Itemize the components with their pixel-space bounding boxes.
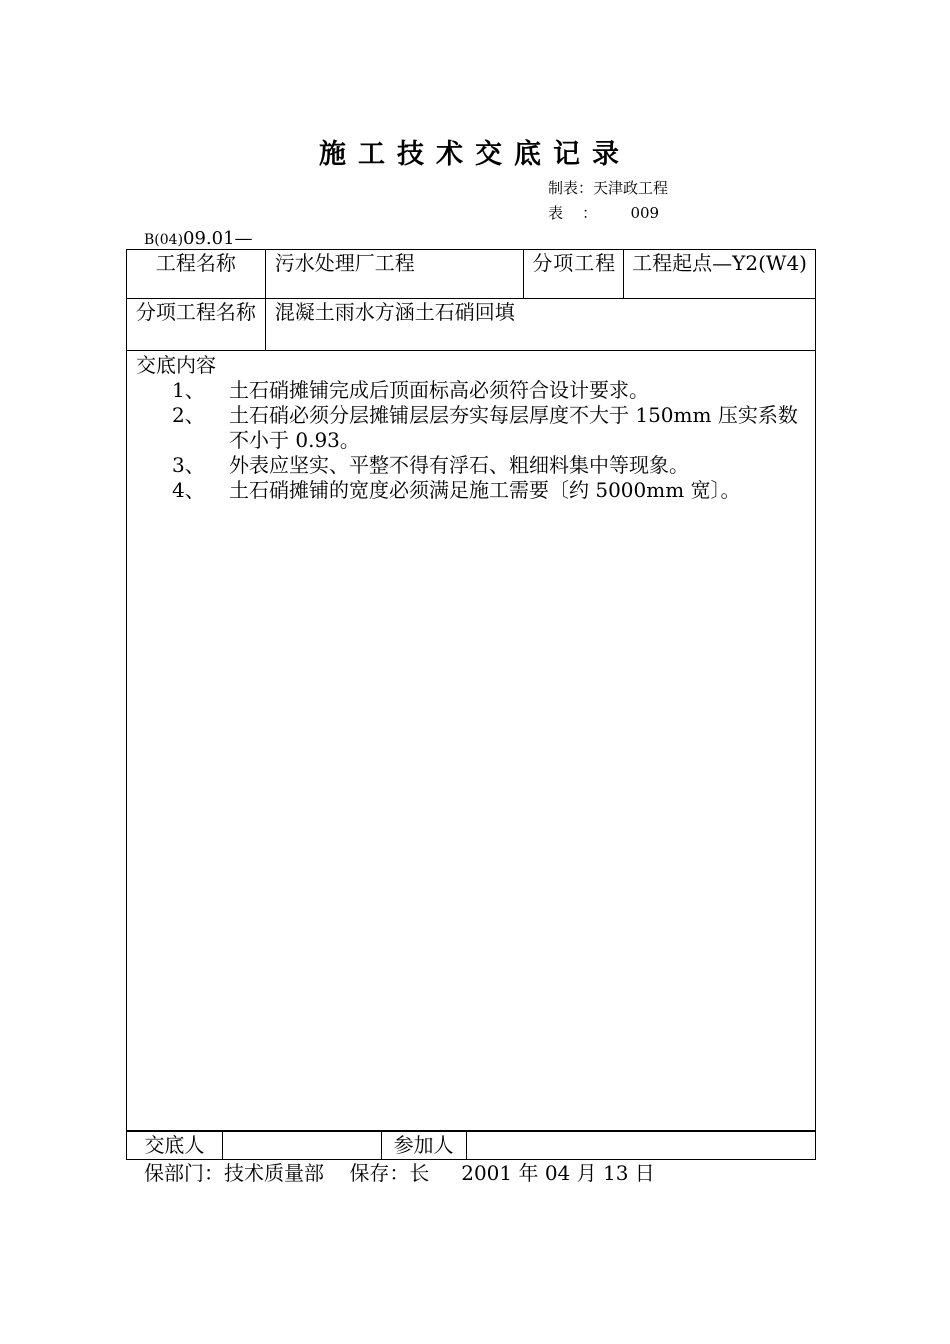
made-by: 制表：天津政工程 [548, 179, 669, 197]
row-subitem-name [127, 299, 816, 351]
list-item [127, 478, 815, 503]
project-name-value: 污水处理厂工程 [265, 250, 524, 299]
subitem-value-text: 工程起点—Y2(W4) [632, 251, 807, 275]
row-project [127, 250, 816, 299]
subitem-name-value: 混凝土雨水方涵土石硝回填 [265, 299, 815, 351]
item-number: 3、 [172, 453, 205, 477]
form-code-main: 09.01— [183, 228, 253, 249]
item-number: 4、 [172, 478, 205, 502]
participant-field[interactable] [466, 1131, 815, 1160]
content-label: 交底内容 [136, 353, 216, 377]
item-text: 土石硝必须分层摊铺层层夯实每层厚度不大于 150mm 压实系数不小于 0.93。 [229, 403, 798, 452]
item-text: 土石硝摊铺的宽度必须满足施工需要〔约 5000mm 宽〕。 [229, 478, 741, 502]
presenter-field[interactable] [222, 1131, 381, 1160]
record-form [126, 249, 816, 1132]
item-text: 外表应坚实、平整不得有浮石、粗细料集中等现象。 [229, 453, 689, 477]
form-code-prefix: B(04) [144, 232, 184, 248]
subitem-value [624, 250, 816, 299]
subitem-label: 分项工程 [524, 250, 624, 299]
content-cell [127, 351, 816, 1132]
item-text: 土石硝摊铺完成后顶面标高必须符合设计要求。 [229, 378, 649, 402]
signature-table [126, 1130, 816, 1160]
table-number: 表 ： 009 [548, 204, 660, 222]
list-item [127, 378, 815, 403]
form-code [144, 228, 253, 249]
participant-label: 参加人 [381, 1131, 466, 1160]
list-item [127, 453, 815, 478]
content-items [127, 378, 815, 503]
footer-note: 保部门：技术质量部 保存：长 2001 年 04 月 13 日 [144, 1161, 655, 1185]
presenter-label: 交底人 [127, 1131, 223, 1160]
item-number: 2、 [172, 403, 205, 427]
page-title: 施工技术交底记录 [319, 139, 631, 170]
signature-row [127, 1131, 816, 1160]
project-name-label: 工程名称 [127, 250, 266, 299]
row-content [127, 351, 816, 1132]
subitem-name-label: 分项工程名称 [127, 299, 266, 351]
list-item [127, 403, 815, 453]
item-number: 1、 [172, 378, 205, 402]
